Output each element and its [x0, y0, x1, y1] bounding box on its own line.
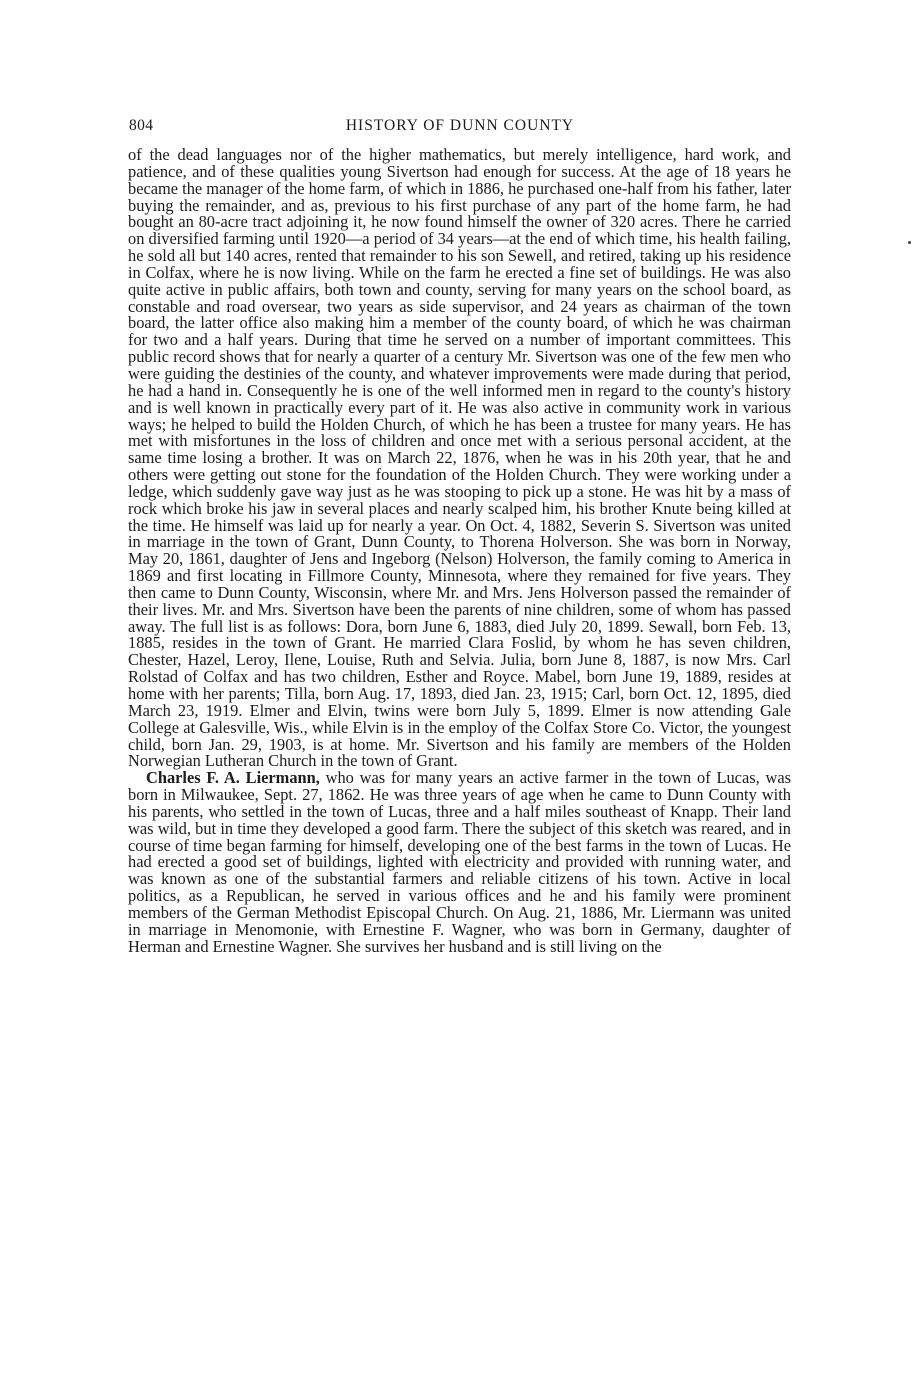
margin-speck — [908, 241, 911, 244]
running-title: HISTORY OF DUNN COUNTY — [345, 117, 575, 134]
body-text — [128, 147, 791, 956]
paragraph-liermann — [128, 770, 791, 955]
page-header — [129, 117, 791, 139]
page-number: 804 — [129, 117, 154, 134]
paragraph-text: of the dead languages nor of the higher mathematics, but merely intelligence, hard work, and patience, and of these qualities young Sivertson had enough for success. At the age of 18 years he became the manager of the home farm, of which in 1886, he purchased one-half from his father, later buying the remainder, and as, previous to his first purchase of any part of the home farm, he had bought an 80-acre tract adjoining it, he now found himself the owner of 320 acres. There he carried on diversified farming until 1920—a period of 34 years—at the end of which time, his health failing, he sold all but 140 acres, rented that remainder to his son Sewell, and retired, taking up his residence in Colfax, where he is now living. While on the farm he erected a fine set of buildings. He was also quite active in public affairs, both town and county, serving for many years on the school board, as constable and road oversear, two years as side supervisor, and 24 years as chairman of the town board, the latter office also making him a member of the county board, of which he was chairman for two and a half years. During that time he served on a number of important committees. This public record shows that for nearly a quarter of a century Mr. Sivertson was one of the few men who were guiding the destinies of the county, and whatever improvements were made during that period, he had a hand in. Consequently he is one of the well informed men in regard to the county's history and is well known in practically every part of it. He was also active in community work in various ways; he helped to build the Holden Church, of which he has been a trustee for many years. He has met with misfortunes in the loss of children and once met with a serious personal accident, at the same time losing a brother. It was on March 22, 1876, when he was in his 20th year, that he and others were getting out stone for the foundation of the Holden Church. They were working under a ledge, which suddenly gave way just as he was stooping to pick up a stone. He was hit by a mass of rock which broke his jaw in several places and nearly scalped him, his brother Knute being killed at the time. He himself was laid up for nearly a year. On Oct. 4, 1882, Severin S. Sivertson was united in marriage in the town of Grant, Dunn County, to Thorena Holverson. She was born in Norway, May 20, 1861, daughter of Jens and Ingeborg (Nelson) Holverson, the family coming to America in 1869 and first locating in Fillmore County, Minnesota, where they remained for five years. They then came to Dunn County, Wisconsin, where Mr. and Mrs. Jens Holverson passed the remainder of their lives. Mr. and Mrs. Sivertson have been the parents of nine children, some of whom has passed away. The full list is as follows: Dora, born June 6, 1883, died July 20, 1899. Sewall, born Feb. 13, 1885, resides in the town of Grant. He married Clara Foslid, by whom he has seven children, Chester, Hazel, Leroy, Ilene, Louise, Ruth and Selvia. Julia, born June 8, 1887, is now Mrs. Carl Rolstad of Colfax and has two children, Esther and Royce. Mabel, born June 19, 1889, resides at home with her parents; Tilla, born Aug. 17, 1893, died Jan. 23, 1915; Carl, born Oct. 12, 1895, died March 23, 1919. Elmer and Elvin, twins were born July 5, 1899. Elmer is now attending Gale College at Galesville, Wis., while Elvin is in the employ of the Colfax Store Co. Victor, the youngest child, born Jan. 29, 1903, is at home. Mr. Sivertson and his family are members of the Holden Norwegian Lutheran Church in the town of Grant. — [128, 145, 791, 771]
biography-subject-name: Charles F. A. Liermann, — [146, 768, 320, 788]
paragraph-text: who was for many years an active farmer in the town of Lucas, was born in Milwaukee, Sept. 27, 1862. He was three years of age when he came to Dunn County with his parents, who settled in the town of Lucas, three and a half miles southeast of Knapp. Their land was wild, but in time they developed a good farm. There the subject of this sketch was reared, and in course of time began farming for himself, developing one of the best farms in the town of Lucas. He had erected a good set of buildings, lighted with electricity and provided with running water, and was known as one of the substantial farmers and reliable citizens of his town. Active in local politics, as a Republican, he served in various offices and he and his family were prominent members of the German Methodist Episcopal Church. On Aug. 21, 1886, Mr. Liermann was united in marriage in Menomonie, with Ernestine F. Wagner, who was born in Germany, daughter of Herman and Ernestine Wagner. She survives her husband and is still living on the — [128, 768, 791, 956]
paragraph-sivertson-continued — [128, 147, 791, 770]
